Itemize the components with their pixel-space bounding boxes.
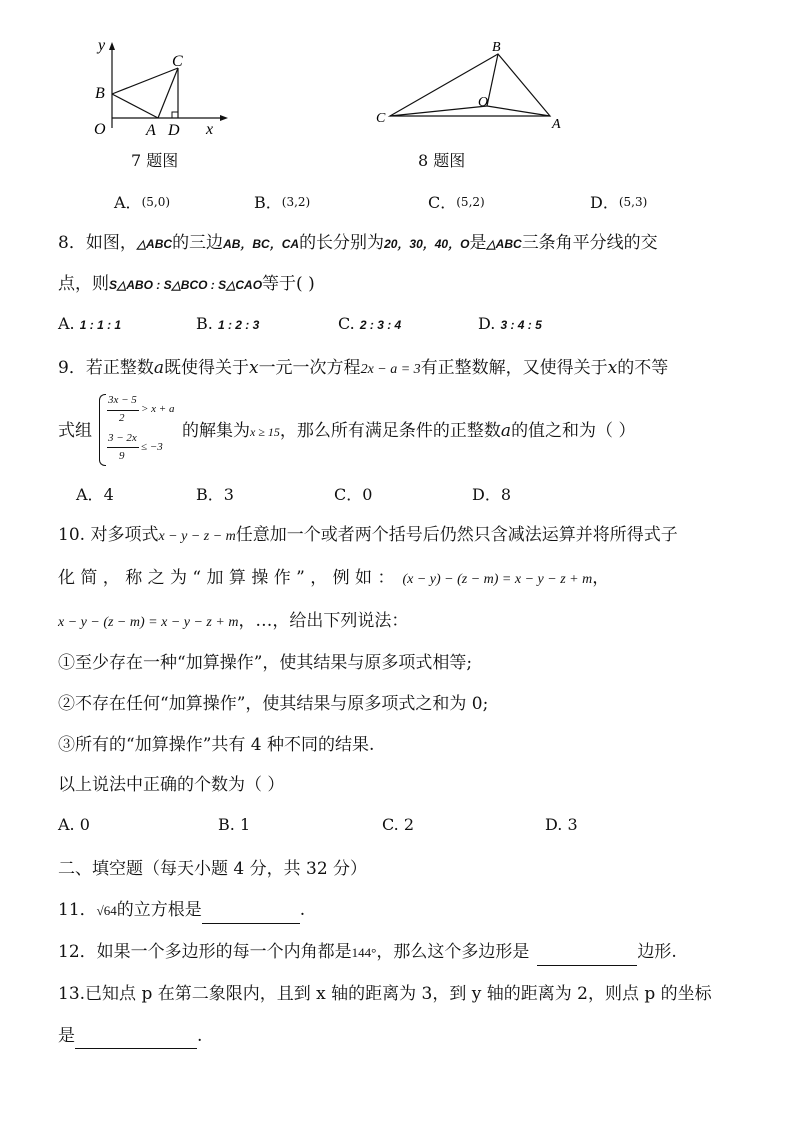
fig7-label-c: C: [172, 53, 183, 70]
q10-example-1: (x − y) − (z − m) = x − y − z + m: [402, 572, 593, 587]
q9-text: 一元一次方程: [258, 358, 361, 378]
q9-var-a: a: [153, 358, 164, 378]
q9-ineq1-rhs: > x + a: [141, 403, 175, 415]
q8-option-d[interactable]: [478, 314, 542, 333]
q7-option-b-letter: B．: [254, 193, 282, 212]
q9-option-d[interactable]: [472, 482, 511, 505]
q9-ineq1-den: 2: [119, 412, 125, 424]
q10-option-b-letter: B.: [218, 815, 235, 834]
q7-option-d-letter: D．: [590, 193, 619, 212]
q10-text: 10. 对多项式: [58, 525, 159, 545]
q7-option-c[interactable]: [428, 190, 485, 213]
q9-option-a-value: 4: [103, 485, 114, 504]
q9-text: 的不等: [617, 358, 669, 378]
q10-option-c-letter: C.: [382, 815, 399, 834]
q10-option-a[interactable]: [58, 815, 90, 834]
q10-question: 以上说法中正确的个数为（ ）: [58, 775, 285, 795]
q8-area-ratio: S△ABO : S△BCO : S△CAO: [109, 278, 263, 292]
q13-period: .: [197, 1026, 203, 1046]
q9-ineq1-num: 3x − 5: [108, 394, 137, 406]
q9-text: 9．若正整数: [58, 358, 154, 378]
figure-7-caption: 7 题图: [131, 151, 179, 170]
q9-option-a[interactable]: [76, 482, 114, 505]
q10-text: 化 简 ， 称 之 为 “ 加 算 操 作 ” ， 例 如 ：: [58, 568, 395, 588]
q9-option-c-value: 0: [362, 485, 373, 504]
q9-line-2-start: 式组: [58, 421, 92, 441]
q9-option-d-letter: D．: [472, 485, 501, 504]
figure-8: [372, 38, 572, 133]
section-2-heading: 二、填空题（每天小题 4 分，共 32 分）: [58, 859, 368, 879]
q10-option-d[interactable]: [545, 815, 578, 834]
q8-sides: AB，BC，CA: [223, 237, 300, 251]
q7-option-b[interactable]: [254, 190, 310, 213]
q9-text: 的值之和为（ ）: [511, 421, 636, 441]
q8-option-a-letter: A.: [58, 314, 75, 333]
q8-option-c[interactable]: [338, 314, 401, 333]
fig7-label-a: A: [146, 122, 156, 139]
q11-period: .: [299, 900, 306, 920]
q7-option-c-value: (5,2): [456, 195, 485, 209]
q11-sqrt: √64: [96, 903, 117, 918]
q8-text: 的三边: [172, 233, 224, 253]
q9-var-a: a: [500, 421, 512, 441]
q8-option-a[interactable]: [58, 314, 121, 333]
q7-option-b-value: (3,2): [281, 195, 311, 209]
q12-text: 边形.: [637, 942, 677, 962]
q9-option-b-value: 3: [223, 485, 234, 504]
q9-option-a-letter: A．: [76, 485, 104, 504]
q9-line-2-rest: [182, 416, 635, 441]
q8-line-2: [58, 271, 315, 298]
fig8-label-c: C: [376, 111, 386, 126]
fig7-label-b: B: [95, 85, 105, 102]
q12-angle: 144°: [351, 945, 377, 960]
q9-ineq2-den: 9: [119, 450, 125, 462]
q8-text: 8．如图，: [58, 233, 137, 253]
q10-statement-2: ②不存在任何“加算操作”，使其结果与原多项式之和为 0;: [58, 694, 489, 714]
q9-option-d-value: 8: [500, 485, 512, 504]
q10-statement-3: ③所有的“加算操作”共有 4 种不同的结果.: [58, 735, 375, 755]
q9-var-x: x: [607, 358, 618, 378]
q7-option-a-letter: A．: [114, 193, 142, 212]
fig7-label-x: x: [206, 121, 214, 138]
q11: [58, 897, 305, 924]
q13-line-2: [58, 1023, 202, 1049]
q9-option-b-letter: B．: [196, 485, 224, 504]
q8-option-c-letter: C.: [338, 314, 355, 333]
fig8-label-b: B: [492, 40, 501, 55]
q8-line-1: [58, 230, 658, 257]
fig7-label-y: y: [98, 37, 106, 54]
q10-text: ，: [592, 568, 610, 588]
q8-option-a-value: 1 : 1 : 1: [79, 318, 122, 332]
q10-example-2: x − y − (z − m) = x − y − z + m: [58, 615, 239, 630]
q10-text: ，…，给出下列说法：: [238, 611, 409, 631]
q11-number: 11．: [58, 900, 97, 920]
q8-option-d-letter: D.: [478, 314, 496, 333]
q9-text: 既使得关于: [163, 358, 249, 378]
q9-var-x: x: [248, 358, 259, 378]
q8-text: 等于( ): [262, 274, 315, 294]
q10-option-b-value: 1: [239, 815, 251, 834]
q9-text: 的解集为: [182, 421, 250, 441]
q10-line-1: [58, 522, 678, 550]
q7-option-d[interactable]: [590, 190, 647, 213]
q10-statement-1: ①至少存在一种“加算操作”，使其结果与原多项式相等;: [58, 653, 473, 673]
q9-option-c-letter: C．: [334, 485, 363, 504]
q8-text: 的长分别为: [299, 233, 385, 253]
q9-ineq2-bar: [107, 447, 139, 448]
q12-answer-blank[interactable]: [537, 945, 637, 966]
q8-triangle: △ABC: [486, 237, 522, 251]
figure-8-caption: 8 题图: [418, 151, 466, 170]
q13-text: 是: [58, 1026, 75, 1046]
q13-line-1: 13.已知点 p 在第二象限内，且到 x 轴的距离为 3，到 y 轴的距离为 2，则点 p 的坐标: [58, 984, 712, 1004]
q9-solution-set: x ≥ 15: [250, 425, 280, 439]
q7-option-d-value: (5,3): [618, 195, 648, 209]
fig7-label-d: D: [168, 122, 180, 139]
q10-line-2: [58, 565, 609, 593]
q10-text: 任意加一个或者两个括号后仍然只含减法运算并将所得式子: [235, 525, 678, 545]
q9-text: ，那么所有满足条件的正整数: [279, 421, 501, 441]
q10-line-3: [58, 608, 408, 636]
q9-ineq2-rhs: ≤ −3: [141, 441, 163, 453]
fig8-label-a: A: [552, 117, 561, 132]
q10-option-d-value: 3: [567, 815, 578, 834]
q9-equation: 2x − a = 3: [360, 362, 421, 377]
q12-text: 12．如果一个多边形的每一个内角都是: [58, 942, 352, 962]
q8-option-b-value: 1 : 2 : 3: [217, 318, 260, 332]
q9-ineq2-num: 3 − 2x: [108, 432, 137, 444]
q9-text: 有正整数解，又使得关于: [420, 358, 608, 378]
q8-option-d-value: 3 : 4 : 5: [500, 318, 542, 332]
q12-text: ，那么这个多边形是: [376, 942, 530, 962]
q9-line-1: [58, 355, 668, 383]
q10-option-d-letter: D.: [545, 815, 563, 834]
q10-option-c-value: 2: [403, 815, 415, 834]
q10-option-a-letter: A.: [58, 815, 75, 834]
q9-option-b[interactable]: [196, 482, 234, 505]
q12: [58, 939, 677, 966]
q8-option-b[interactable]: [196, 314, 259, 333]
q8-text: 三条角平分线的交: [521, 233, 658, 253]
q10-option-c[interactable]: [382, 815, 414, 834]
q8-option-c-value: 2 : 3 : 4: [359, 318, 402, 332]
q13-answer-blank[interactable]: [75, 1028, 197, 1049]
q10-option-b[interactable]: [218, 815, 250, 834]
q8-option-b-letter: B.: [196, 314, 213, 333]
fig7-label-o: O: [94, 121, 106, 138]
q9-option-c[interactable]: [334, 482, 372, 505]
q8-point-o: O: [460, 237, 470, 251]
q9-system-brace: [99, 394, 106, 466]
q10-option-a-value: 0: [79, 815, 90, 834]
q7-option-a[interactable]: [114, 190, 170, 213]
q11-answer-blank[interactable]: [202, 903, 300, 924]
q9-ineq1-bar: [107, 410, 139, 411]
q7-option-a-value: (5,0): [141, 195, 171, 209]
fig8-label-o: O: [478, 95, 489, 110]
q7-option-c-letter: C．: [428, 193, 457, 212]
q8-triangle: △ABC: [136, 237, 173, 251]
q8-text: 是: [469, 233, 487, 253]
q11-text: 的立方根是: [116, 900, 202, 920]
q8-text: 点，则: [58, 274, 109, 294]
q8-lengths: 20，30，40，: [384, 237, 461, 251]
q10-polynomial: x − y − z − m: [158, 529, 236, 544]
figure-7: [86, 36, 236, 146]
